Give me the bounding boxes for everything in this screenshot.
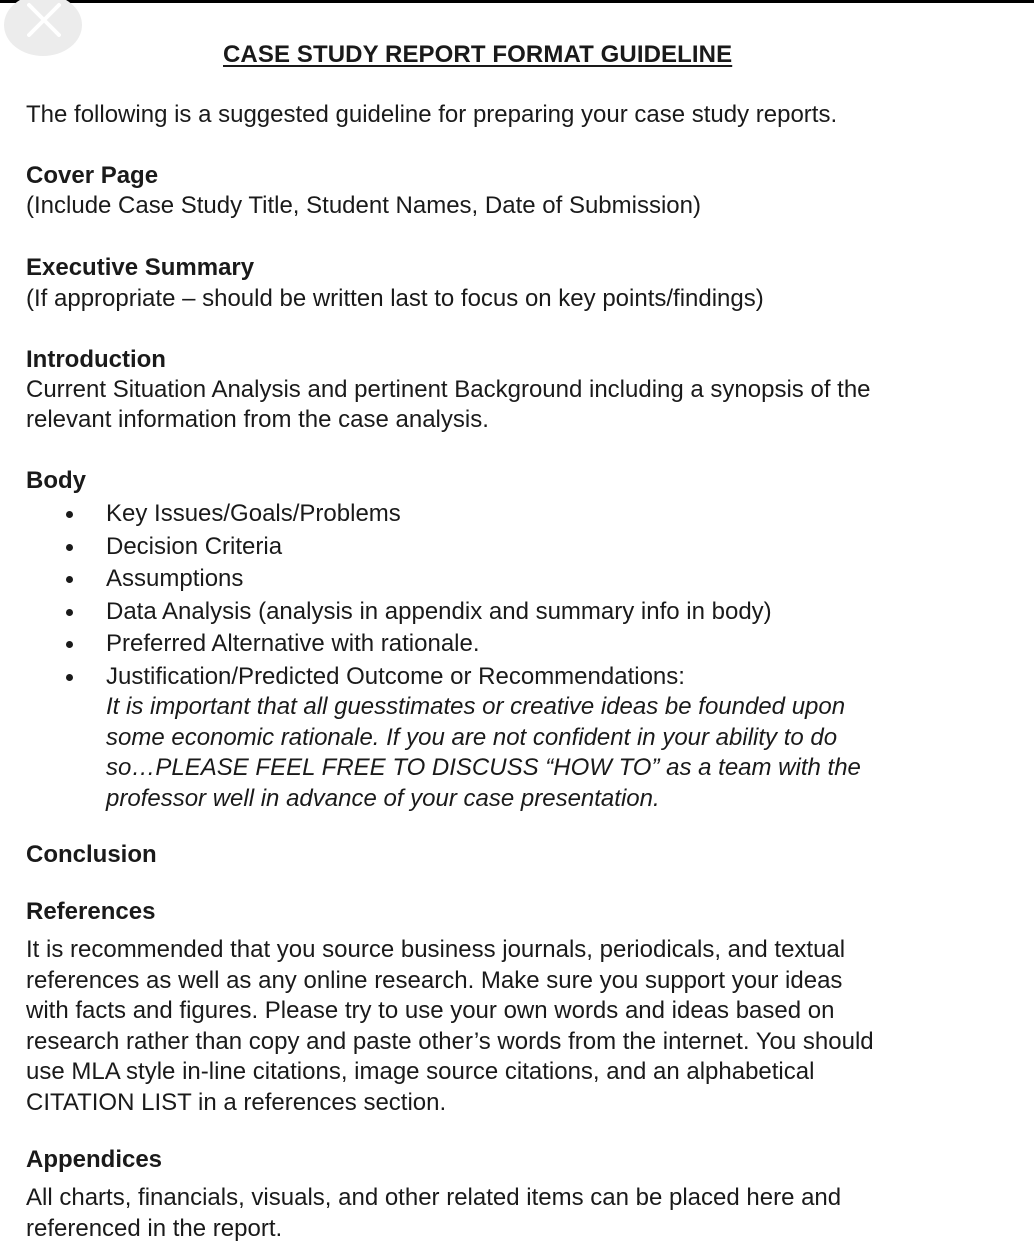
- note-line: It is important that all guesstimates or creative ideas be founded upon: [106, 693, 846, 720]
- list-item: Justification/Predicted Outcome or Recommendations:: [26, 661, 772, 694]
- note-line: some economic rationale. If you are not confident in your ability to do: [106, 723, 838, 751]
- appendices-text-line: All charts, financials, visuals, and other related items can be placed here and: [26, 1184, 842, 1211]
- references-text-line: with facts and figures. Please try to use your own words and ideas based on: [26, 997, 835, 1024]
- appendices-text: [26, 1183, 841, 1244]
- close-x-icon: [26, 2, 62, 38]
- references-text-line: references as well as any online research. Make sure you support your ideas: [26, 966, 843, 994]
- references-text-line: CITATION LIST in a references section.: [26, 1088, 447, 1116]
- introduction-heading: Introduction: [26, 346, 166, 373]
- executive-summary-heading: Executive Summary: [26, 254, 255, 281]
- note-line: so…PLEASE FEEL FREE TO DISCUSS “HOW TO” as a team with the: [106, 754, 861, 781]
- list-item: Assumptions: [26, 563, 772, 596]
- references-text-line: use MLA style in-line citations, image source citations, and an alphabetical: [26, 1058, 815, 1085]
- close-button[interactable]: [4, 0, 82, 56]
- note-line: professor well in advance of your case presentation.: [106, 784, 660, 812]
- top-border: [0, 0, 1034, 3]
- intro-text: The following is a suggested guideline for preparing your case study reports.: [26, 101, 838, 128]
- introduction-text-line: Current Situation Analysis and pertinent Background including a synopsis of the: [26, 376, 871, 403]
- references-text: [26, 935, 874, 1118]
- references-text-line: It is recommended that you source business journals, periodicals, and textual: [26, 936, 846, 963]
- executive-summary-text: (If appropriate – should be written last to focus on key points/findings): [26, 285, 764, 312]
- appendices-heading: Appendices: [26, 1146, 163, 1173]
- conclusion-heading: Conclusion: [26, 841, 157, 868]
- bullet-icon: [66, 641, 73, 648]
- appendices-text-line: referenced in the report.: [26, 1214, 283, 1242]
- bullet-icon: [66, 674, 73, 681]
- list-item: Decision Criteria: [26, 531, 772, 564]
- references-heading: References: [26, 898, 156, 925]
- list-item: Preferred Alternative with rationale.: [26, 628, 772, 661]
- introduction-text-line: relevant information from the case analysis.: [26, 406, 489, 433]
- body-bullet-list: [26, 498, 772, 693]
- bullet-icon: [66, 544, 73, 551]
- bullet-icon: [66, 576, 73, 583]
- list-item: Data Analysis (analysis in appendix and summary info in body): [26, 596, 772, 629]
- body-italic-note: [106, 692, 861, 814]
- bullet-icon: [66, 609, 73, 616]
- bullet-icon: [66, 511, 73, 518]
- cover-page-text: (Include Case Study Title, Student Names, Date of Submission): [26, 192, 701, 219]
- cover-page-heading: Cover Page: [26, 162, 159, 189]
- document-title: CASE STUDY REPORT FORMAT GUIDELINE: [223, 41, 733, 68]
- list-item: Key Issues/Goals/Problems: [26, 498, 772, 531]
- body-heading: Body: [26, 467, 86, 494]
- references-text-line: research rather than copy and paste other’s words from the internet. You should: [26, 1027, 874, 1055]
